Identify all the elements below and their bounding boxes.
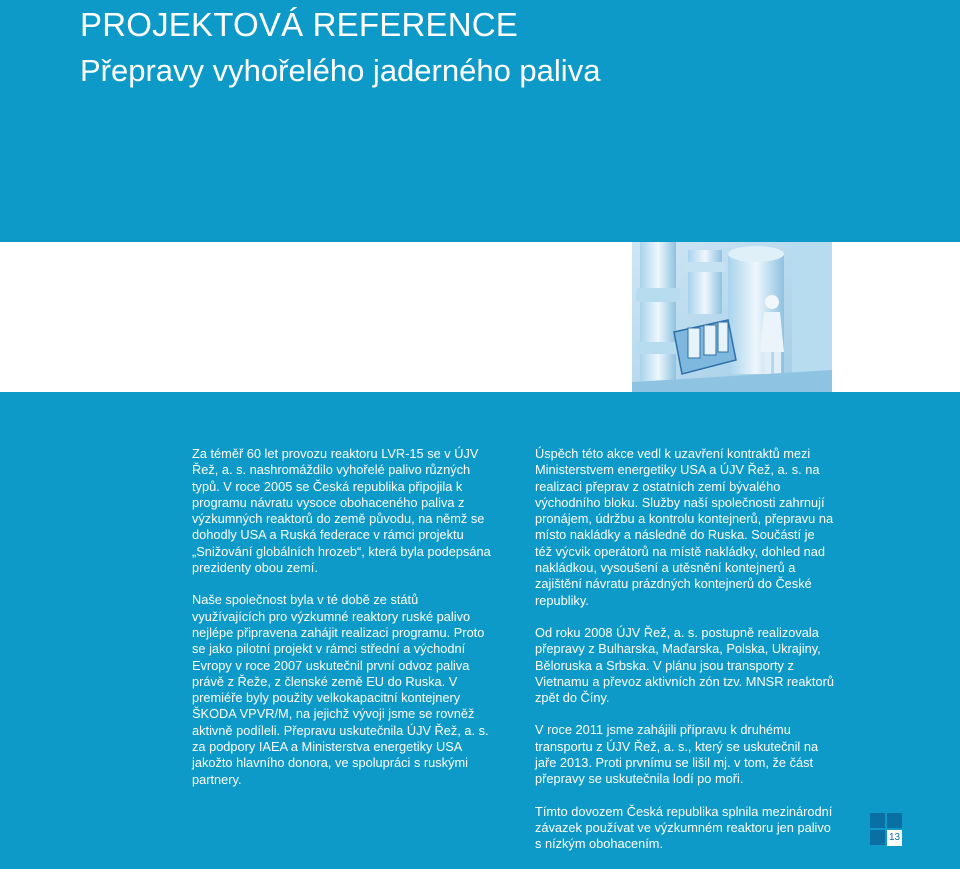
page-mark-square <box>870 813 885 828</box>
left-paragraph-1: Za téměř 60 let provozu reaktoru LVR-15 se v ÚJV Řež, a. s. nashromáždilo vyhořelé palivo různých typů. V roce 2005 se Česká republika připojila k programu návratu vysoce obohaceného paliva z výzkumných reaktorů do země původu, na němž se dohodly USA a Ruská federace v rámci projektu „Snižování globálních hrozeb“, která byla podepsána prezidenty obou zemí. <box>192 446 491 576</box>
title-project-reference: PROJEKTOVÁ REFERENCE <box>80 6 518 43</box>
right-paragraph-3: V roce 2011 jsme zahájili přípravu k druhému transportu z ÚJV Řež, a. s., který se uskutečnil na jaře 2013. Proti prvnímu se lišil mj. v tom, že část přepravy se uskutečnila lodí po moři. <box>535 722 819 787</box>
page-mark-square <box>887 813 902 828</box>
right-column <box>535 446 835 869</box>
left-paragraph-2: Naše společnost byla v té době ze států využívajících pro výzkumné reaktory ruské palivo nejlépe připravena zahájit realizaci programu. Proto se jako pilotní projekt v rámci střední a východní Evropy v roce 2007 uskutečnil první odvoz paliva právě z Řeže, z členské země EU do Ruska. V premiéře byly použity velkokapacitní kontejnery ŠKODA VPVR/M, na jejichž vývoji jsme se rovněž aktivně podíleli. Přepravu uskutečnila ÚJV Řež, a. s. za podpory IAEA a Ministerstva energetiky USA jakožto hlavního donora, ve spolupráci s ruskými partnery. <box>192 592 489 787</box>
page-title <box>80 6 600 90</box>
industrial-facility-illustration-icon <box>632 242 832 392</box>
right-paragraph-1: Úspěch této akce vedl k uzavření kontraktů mezi Ministerstvem energetiky USA a ÚJV Řež, a. s. na realizaci přeprav z ostatních zemí bývalého východního bloku. Služby naší společnosti zahrnují pronájem, údržbu a kontrolu kontejnerů, přepravu na místo nakládky a následně do Ruska. Součástí je též výcvik operátorů na místě nakládky, dohled nad nakládkou, vysoušení a utěsnění kontejnerů a zajištění návratu prázdných kontejnerů do České republiky. <box>535 446 834 608</box>
right-paragraph-4: Tímto dovozem Česká republika splnila mezinárodní závazek používat ve výzkumném reaktoru jen palivo s nízkým obohacením. <box>535 803 833 852</box>
left-column <box>192 446 492 804</box>
page-number-mark <box>870 813 902 846</box>
facility-photo <box>632 242 832 392</box>
page-mark-square <box>870 830 885 845</box>
right-paragraph-2: Od roku 2008 ÚJV Řež, a. s. postupně realizovala přepravy z Bulharska, Maďarska, Polska, Ukrajiny, Běloruska a Srbska. V plánu jsou transporty z Vietnamu a převoz aktivních zón tzv. MNSR reaktorů zpět do Číny. <box>535 624 834 706</box>
title-subtitle: Přepravy vyhořelého jaderného paliva <box>80 53 601 88</box>
page-number: 13 <box>887 830 902 846</box>
